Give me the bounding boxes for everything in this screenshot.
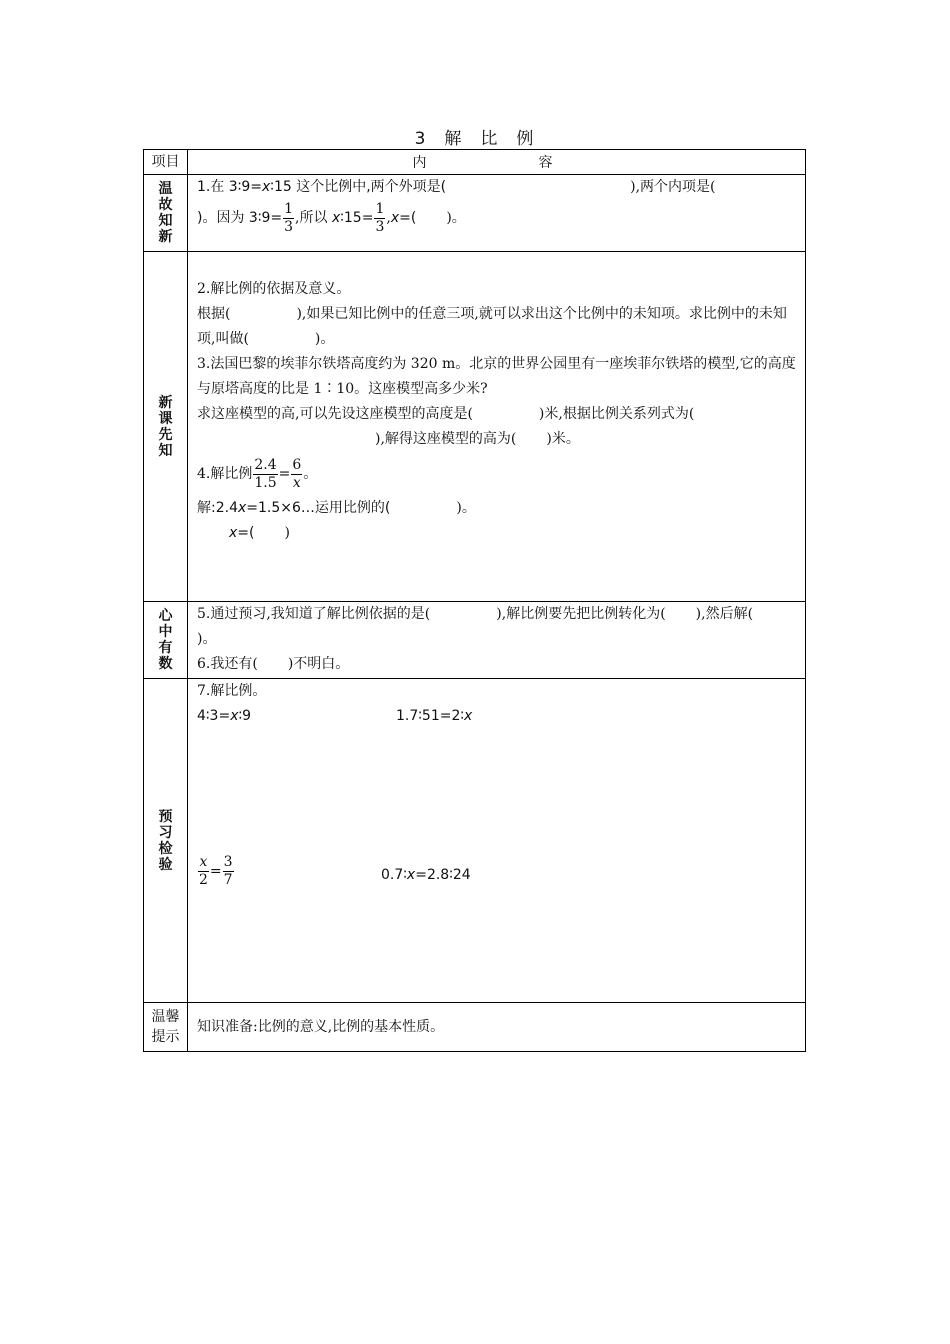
question-7-title: 7.解比例。 [197, 683, 267, 699]
problem-2: 1.7∶51=2∶x [396, 708, 473, 724]
question-4: 4.解比例 $\frac{2.4}{1.5}$ = $\frac{6}{x}$ 。 [197, 456, 318, 491]
question-2-title: 2.解比例的依据及意义。 [197, 281, 351, 297]
review-row [144, 175, 806, 252]
tip-row [144, 1003, 806, 1052]
page-title: 3 解 比 例 [414, 129, 535, 149]
preview-label: 新课先知 [144, 252, 188, 602]
problem-3: $\frac{x}{2}$ = $\frac{3}{7}$ [199, 854, 233, 888]
question-6: 6.我还有( )不明白。 [197, 656, 350, 672]
worksheet-table [143, 149, 806, 1052]
mind-row [144, 602, 806, 679]
problem-4: 0.7∶x=2.8∶24 [381, 867, 471, 883]
preview-row [144, 252, 806, 602]
check-content [188, 679, 806, 1003]
tip-content [188, 1003, 806, 1052]
review-content [188, 175, 806, 252]
header-item: 项目 [144, 150, 188, 175]
mind-label: 心中有数 [144, 602, 188, 679]
question-3-fill: 求这座模型的高,可以先设这座模型的高度是( )米,根据比例关系列式为(),解得这座模型的高为( )米。 [197, 406, 695, 447]
header-content: 内 容 [188, 150, 806, 175]
solution-line-1: 解:2.4x=1.5×6…运用比例的( )。 [197, 500, 476, 516]
check-row [144, 679, 806, 1003]
problem-1: 4∶3=x∶9 [197, 708, 252, 724]
question-5: 5.通过预习,我知道了解比例依据的是( ),解比例要先把比例转化为( ),然后解()。 [197, 606, 754, 647]
header-row [144, 150, 806, 175]
solution-line-2: x=( ) [229, 525, 290, 541]
tip-text: 知识准备:比例的意义,比例的基本性质。 [197, 1018, 445, 1035]
question-1: 1.在 3∶9=x∶15 这个比例中,两个外项是( ),两个内项是( [197, 179, 716, 195]
problem-row-2 [197, 854, 797, 904]
check-label: 预习检验 [144, 679, 188, 1003]
review-label: 温故知新 [144, 175, 188, 252]
mind-content [188, 602, 806, 679]
problem-row-1 [197, 704, 797, 854]
tip-label: 温馨提示 [144, 1003, 188, 1052]
question-1-cont: )。因为 3∶9= $\frac{1}{3}$ ,所以 x∶15= $\frac{1}{3}$ ,x=( )。 [197, 200, 466, 235]
question-2: 根据( ),如果已知比例中的任意三项,就可以求出这个比例中的未知项。求比例中的未知项,叫做( )。 [197, 306, 787, 347]
preview-content [188, 252, 806, 602]
question-3: 3.法国巴黎的埃菲尔铁塔高度约为 320 m。北京的世界公园里有一座埃菲尔铁塔的模型,它的高度与原塔高度的比是 1∶10。这座模型高多少米? [197, 356, 796, 397]
